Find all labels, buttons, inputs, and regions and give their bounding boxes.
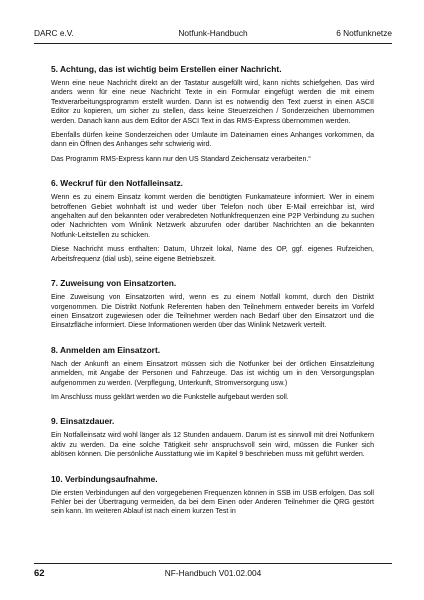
paragraph: Ebenfalls dürfen keine Sonderzeichen oder Umlaute im Dateinamen eines Anhanges vorkommen, da dann ein Öffnen des Anhanges sehr schwierig wird.: [51, 132, 374, 149]
paragraph: Wenn es zu einem Einsatz kommt werden die benötigten Funkamateure informiert. Wer in einem betroffenen Gebiet wohnhaft ist und weder über Telefon noch über E-Mail erreichbar ist, wird angehalten auf den bekannten oder verabredeten Notfunkfrequenzen eine P2P Verbindung zu suchen oder Nachrichten vom Winlink Netzwerk abzurufen oder darüber Nachrichten an die bekannten Notfunk-Leitstellen zu schicken.: [51, 194, 374, 239]
paragraph: Wenn eine neue Nachricht direkt an der Tastatur ausgefüllt wird, kann nichts schiefgehen. Das wird anders wenn für eine neue Nachricht Texte in ein Formular eingefügt werden die mit einem Textverarbeitungsprogramm erstellt wurden. Dann ist es notwendig den Text zuerst in einen ASCII Editor zu kopieren, um sicher zu stellen, dass keine Steuerzeichen / Sonderzeichen übernommen werden. Danach kann aus dem Editor der ASCI Text in das RMS-Express übernommen werden.: [51, 80, 374, 125]
section-title: 7. Zuweisung von Einsatzorten.: [51, 278, 177, 289]
header-left: DARC e.V.: [34, 28, 74, 38]
section-6: [51, 178, 374, 264]
paragraph: Nach der Ankunft an einem Einsatzort müssen sich die Notfunker bei der örtlichen Einsatzleitung anmelden, mit Angabe der Personen und Fahrzeuge. Das ist wichtig um in den Versorgungsplan aufgenommen zu werden. (Verpflegung, Unterkunft, Stromversorgung usw.): [51, 360, 374, 387]
footer-text: NF-Handbuch V01.02.004: [164, 568, 262, 578]
page-footer: [34, 566, 392, 580]
section-title: 5. Achtung, das ist wichtig beim Erstellen einer Nachricht.: [51, 64, 282, 74]
section-title: 6. Weckruf für den Notfalleinsatz.: [51, 178, 184, 189]
paragraph: Im Anschluss muss geklärt werden wo die Funkstelle aufgebaut werden soll.: [51, 393, 289, 401]
section-title: 10. Verbindungsaufnahme.: [51, 473, 158, 484]
paragraph: Die ersten Verbindungen auf den vorgegebenen Frequenzen können in SSB im USB erfolgen. Das soll Fehler bei der Übertragung vermeiden, da bei dem Einen oder Anderen Teilnehmer die QRG gestört sein kann. Im weiteren Ablauf ist nach einem kurzen Test in: [51, 489, 374, 516]
page-content: [51, 64, 374, 531]
page-number: 62: [34, 567, 45, 579]
header-right: 6 Notfunknetze: [336, 28, 392, 38]
section-9: [51, 416, 374, 459]
paragraph: Ein Notfalleinsatz wird wohl länger als 12 Stunden andauern. Darum ist es sinnvoll mit drei Notfunkern aktiv zu werden. Da eine solche Tätigkeit sehr anspruchsvoll sein wird, müssen die Funker sich ablösen können. Die persönliche Ausstattung wie im Kapitel 9 beschrieben muss mit geführt werden.: [51, 432, 374, 459]
paragraph: Das Programm RMS-Express kann nur den US Standard Zeichensatz verarbeiten.“: [51, 155, 311, 163]
section-title: 9. Einsatzdauer.: [51, 416, 115, 427]
page-header: [34, 26, 392, 40]
section-5: [51, 64, 374, 164]
section-7: [51, 278, 374, 331]
paragraph: Eine Zuweisung von Einsatzorten wird, wenn es zu einem Notfall kommt, durch den Distrikt vorgenommen. Die Distrikt Notfunk Referenten haben den Teilnehmern entweder bereits im Vorfeld einen Einsatzort zugewiesen oder die Teilnehmer werden nach Bedarf über den Einsatzort und die Einsatzfläche informiert. Diese Informationen werden über das Winlink Netzwerk verteilt.: [51, 294, 374, 330]
section-10: [51, 474, 374, 517]
section-title: 8. Anmelden am Einsatzort.: [51, 344, 161, 355]
footer-rule: [34, 563, 392, 564]
paragraph: Diese Nachricht muss enthalten: Datum, Uhrzeit lokal, Name des OP, ggf. eigenes Rufzeichen, Arbeitsfrequenz (dial usb), seine eigene Betriebszeit.: [51, 246, 374, 263]
header-rule: [34, 43, 392, 44]
section-8: [51, 345, 374, 403]
header-center: Notfunk-Handbuch: [178, 28, 248, 38]
